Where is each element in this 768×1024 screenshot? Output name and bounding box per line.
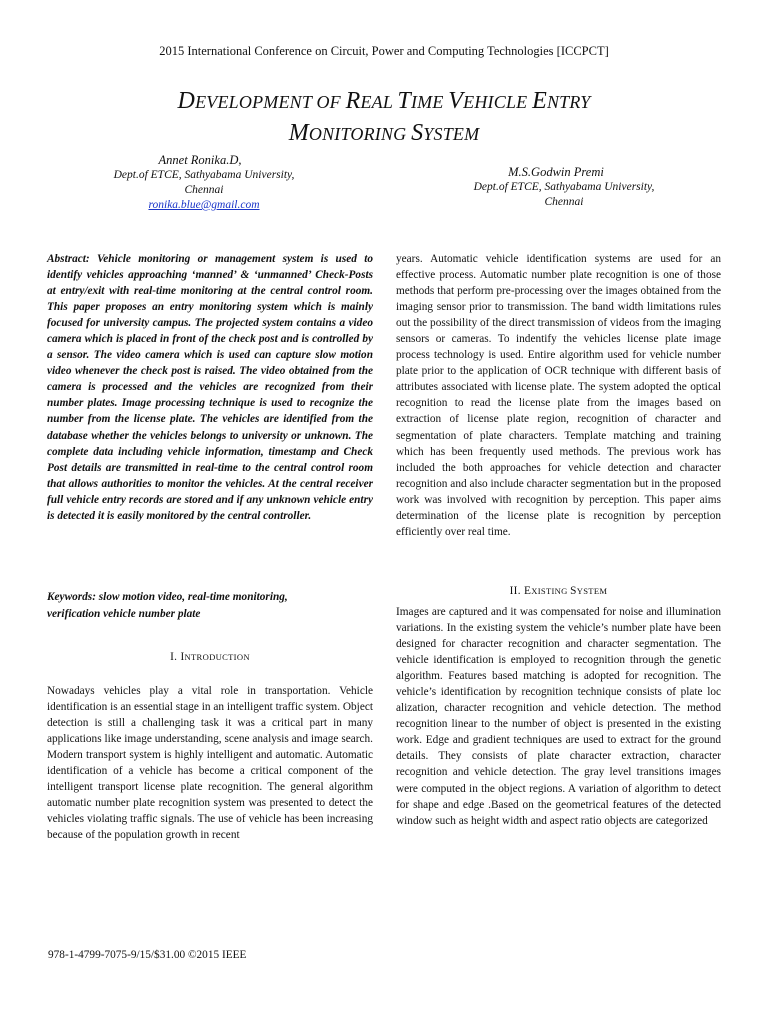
title-line-2: MONITORING SYSTEM bbox=[288, 120, 480, 146]
keywords-label: Keywords bbox=[47, 591, 93, 603]
author-2-name: M.S.Godwin Premi bbox=[508, 165, 604, 179]
author-1-dept: Dept.of ETCE, Sathyabama University, bbox=[113, 169, 295, 181]
author-1-city: Chennai bbox=[184, 184, 224, 196]
section-2-body: Images are captured and it was compensated for noise and illumination variations. In the existing system the vehicle’s number plate have been designed for character recognition and character segmentation. The vehicle identification is employed to recognition through the genetic algorithm. Features based matching is adopted for recognition. The vehicle’s identification by recognition technique consists of plate loc alization, character recognition and vehicle detection. The method recognition linear to the number of object is presented in the existing work. Edge and gradient techniques are used to extract for the ground details. They consists of plate character extraction, character recognition and vehicle detection. The gray level transitions images were computed in the object regions. A variation of algorithm to detect for shape and edge .Based on the geometrical features of the detected window such as height width and aspect ratio objects are categorized bbox=[396, 606, 721, 827]
title-line-1: DEVELOPMENT OF REAL TIME VEHICLE ENTRY bbox=[177, 88, 591, 114]
author-1 bbox=[96, 153, 312, 213]
author-2-city: Chennai bbox=[544, 196, 584, 208]
abstract bbox=[47, 251, 373, 524]
keywords-line-2: verification vehicle number plate bbox=[47, 608, 201, 620]
author-1-email-link[interactable]: ronika.blue@gmail.com bbox=[148, 199, 260, 211]
section-1-body: Nowadays vehicles play a vital role in transportation. Vehicle identification is an essential stage in an intelligent traffic system. Object detection is still a challenging task it was a critical part in many applications like image understanding, scene analysis and image search. Modern transport system is highly intelligent and automatic. Automatic identification of a vehicle has become a critical component of the intelligent transport license plate recognition. The general algorithm automatic number plate recognition system was presented to detect the vehicles violating traffic signals. The use of vehicle has been increasing because of the population growth in recent bbox=[47, 685, 373, 842]
section-2-heading: II. EXISTING SYSTEM bbox=[509, 585, 608, 597]
author-2 bbox=[458, 165, 670, 210]
copyright-footer: 978-1-4799-7075-9/15/$31.00 ©2015 IEEE bbox=[48, 949, 247, 961]
author-1-name: Annet Ronika.D, bbox=[158, 153, 242, 167]
intro-continuation: years. Automatic vehicle identification systems are used for an effective process. Automatic number plate recognition is one of those methods that perform pre-processing over the images obtained from the imaging sensor prior to transmission. The band width limitations rules out the possibility of the direct transmission of videos from the imaging sensors or cameras. To indentify the vehicles license plate image process technology is used. Entire algorithm used for vehicle number plate prior to the application of OCR technique with different basis of attributes associated with license plate. The system adopted the optical recognition to read the license plate from the images based on extraction of license plate region, recognition of character and segmentation of plate characters. Template matching and training which has been frequently used methods. The previous work has included the both approaches for vehicle detection and character recognition and also include character segmentation but in the proposed work was involved with recognition by perception. This paper aims determination of the license plate is recognition by perception efficiently over real time. bbox=[396, 253, 721, 538]
abstract-text: Vehicle monitoring or management system is used to identify vehicles approaching ‘manned’ & ‘unmanned’ Check-Posts at entry/exit with real-time monitoring at the central control room. This paper proposes an entry monitoring system which is mainly focused for university campus. The projected system contains a video camera which is placed in front of the check post and is controlled by a sensor. The video camera which is used can capture slow motion video whenever the check post is raised. The video obtained from the camera is processed and the vehicles are recognized from their number plates. Image processing technique is used to recognize the number from the license plate. The vehicles are identified from the database whether the vehicles belongs to university or unknown. The complete data including vehicle information, timestamp and Check Post details are transmitted in real-time to the central control room that allows authorities to monitor the vehicles. At the central receiver full vehicle entry records are stored and if any unknown vehicle entry is detected it is easily monitored by the central controller. bbox=[47, 253, 373, 522]
keywords-line-1: : slow motion video, real-time monitoring, bbox=[92, 591, 288, 603]
paper-title bbox=[0, 86, 768, 150]
author-2-dept: Dept.of ETCE, Sathyabama University, bbox=[473, 181, 655, 193]
conference-header: 2015 International Conference on Circuit, Power and Computing Technologies [ICCPCT] bbox=[159, 44, 609, 58]
keywords bbox=[47, 589, 373, 623]
abstract-label: Abstract: bbox=[47, 253, 90, 265]
section-1-heading: I. INTRODUCTION bbox=[170, 651, 250, 663]
